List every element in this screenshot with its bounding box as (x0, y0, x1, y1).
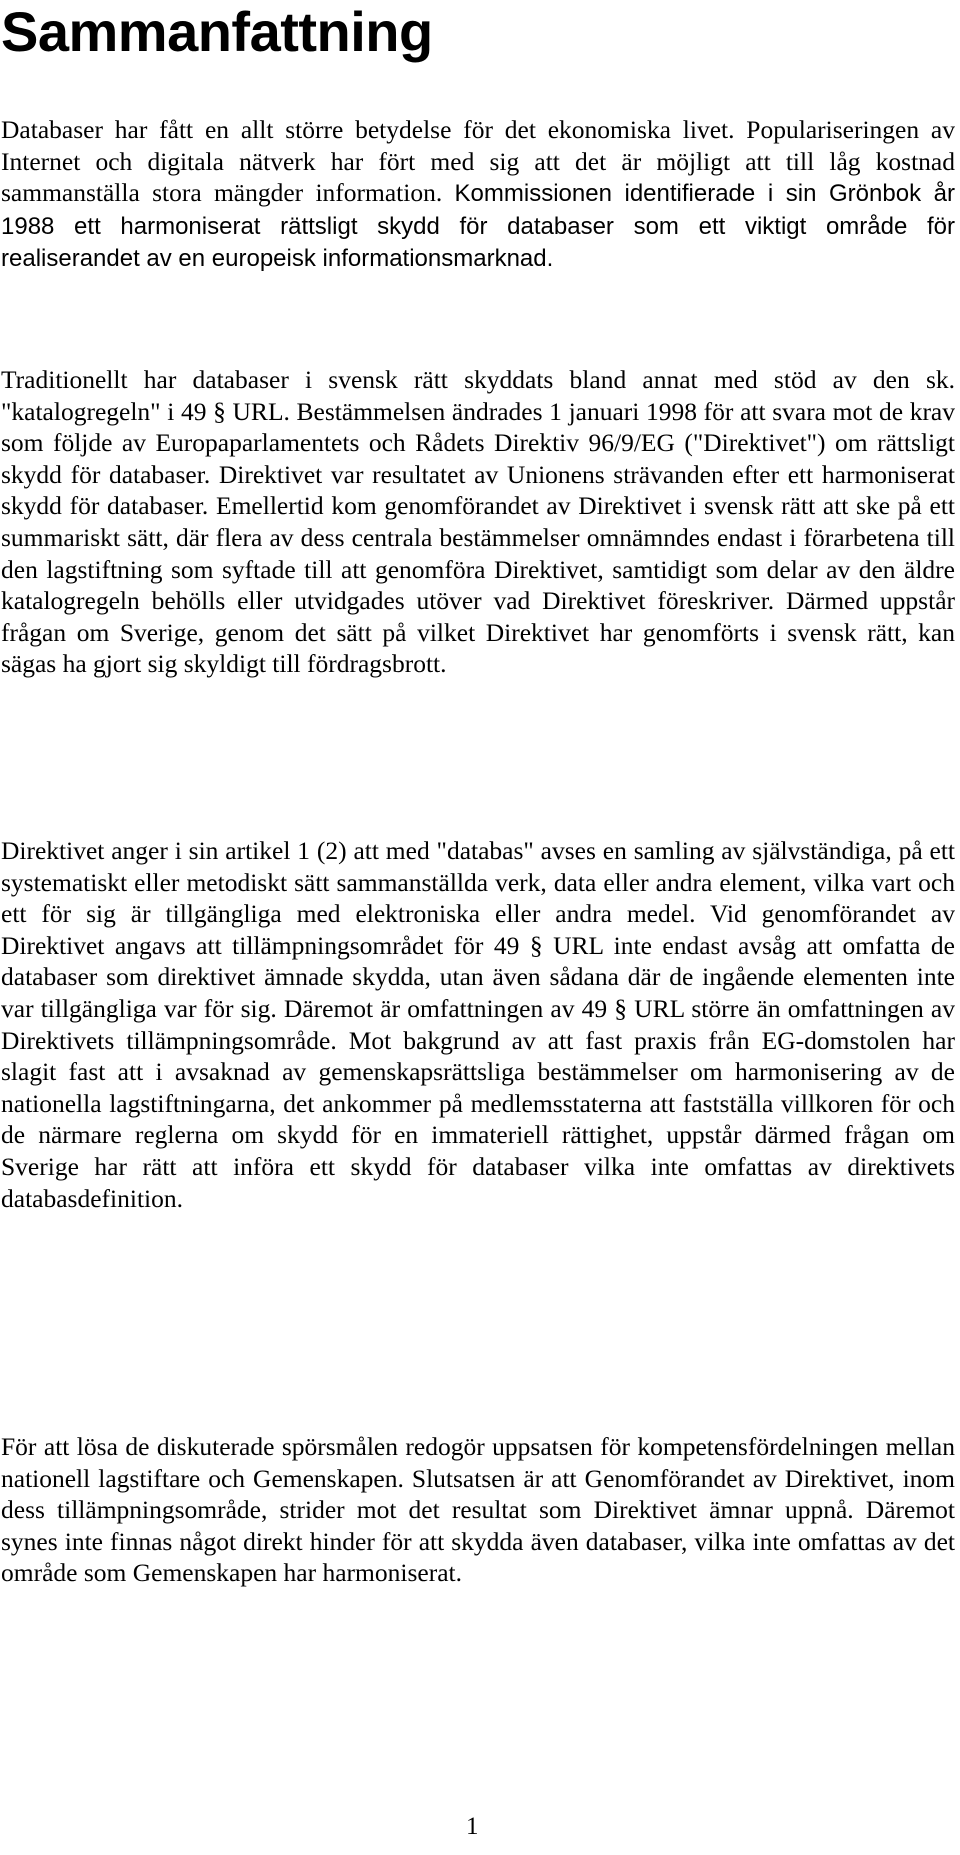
paragraph-background-text: Traditionellt har databaser i svensk rätt skyddats bland annat med stöd av den sk. "katalogregeln" i 49 § URL. Bestämmelsen ändrades 1 januari 1998 för att svara mot de krav som följde av Europaparlamentets och Rådets Direktiv 96/9/EG ("Direktivet") om rättsligt skydd för databaser. Direktivet var resultatet av Unionens strävanden efter ett harmoniserat skydd för databaser. Emellertid kom genomförandet av Direktivet i svensk rätt att ske på ett summariskt sätt, där flera av dess centrala bestämmelser omnämndes endast i förarbetena till den lagstiftning som syftade till att genomföra Direktivet, samtidigt som delar av den äldre katalogregeln behölls eller utvidgades utöver vad Direktivet föreskriver. Därmed uppstår frågan om Sverige, genom det sätt på vilket Direktivet har genomförts i svensk rätt, kan sägas ha gjort sig skyldigt till fördragsbrott. (1, 365, 955, 679)
page-title: Sammanfattning (1, 0, 433, 63)
page-number: 1 (466, 1813, 479, 1840)
paragraph-introduction-text-2: Kommissionen identifierade i sin Grönbok år 1988 ett harmoniserat rättsligt skydd för databaser som ett viktigt område för realiserandet av en europeisk informationsmarknad. (1, 180, 955, 273)
paragraph-conclusion (1, 1431, 955, 1589)
paragraph-introduction (1, 114, 955, 275)
paragraph-conclusion-text: För att lösa de diskuterade spörsmålen redogör uppsatsen för kompetensfördelningen mellan nationell lagstiftare och Gemenskapen. Slutsatsen är att Genomförandet av Direktivet, inom dess tillämpningsområde, strider mot det resultat som Direktivet ämnar uppnå. Däremot synes inte finnas något direkt hinder för att skydda även databaser, vilka inte omfattas av det område som Gemenskapen har harmoniserat. (1, 1432, 955, 1588)
paragraph-introduction-text-1: Databaser har fått en allt större betydelse för det ekonomiska livet. Populariseringen av Internet och digitala nätverk har fört med sig att det är möjligt att till låg kostnad sammanställa stora mängder information. (1, 115, 955, 208)
paragraph-background (1, 364, 955, 680)
paragraph-directive-definition-text: Direktivet anger i sin artikel 1 (2) att med "databas" avses en samling av självständiga, på ett systematiskt eller metodiskt sätt sammanställda verk, data eller andra element, vilka vart och ett för sig är tillgängliga med elektroniska eller andra medel. Vid genomförandet av Direktivet angavs att tillämpningsområdet för 49 § URL inte endast avsåg att omfatta de databaser som direktivet ämnade skydda, utan även sådana där de ingående elementen inte var tillgängliga var för sig. Däremot är omfattningen av 49 § URL större än omfattningen av Direktivets tillämpningsområde. Mot bakgrund av att fast praxis från EG-domstolen har slagit fast att i avsaknad av gemenskapsrättsliga bestämmelser om harmonisering av de nationella lagstiftningarna, det ankommer på medlemsstaterna att fastställa villkoren för och de närmare reglerna om skydd för en immateriell rättighet, uppstår därmed frågan om Sverige har rätt att införa ett skydd för databaser vilka inte omfattas av direktivets databasdefinition. (1, 836, 955, 1213)
paragraph-directive-definition (1, 835, 955, 1214)
